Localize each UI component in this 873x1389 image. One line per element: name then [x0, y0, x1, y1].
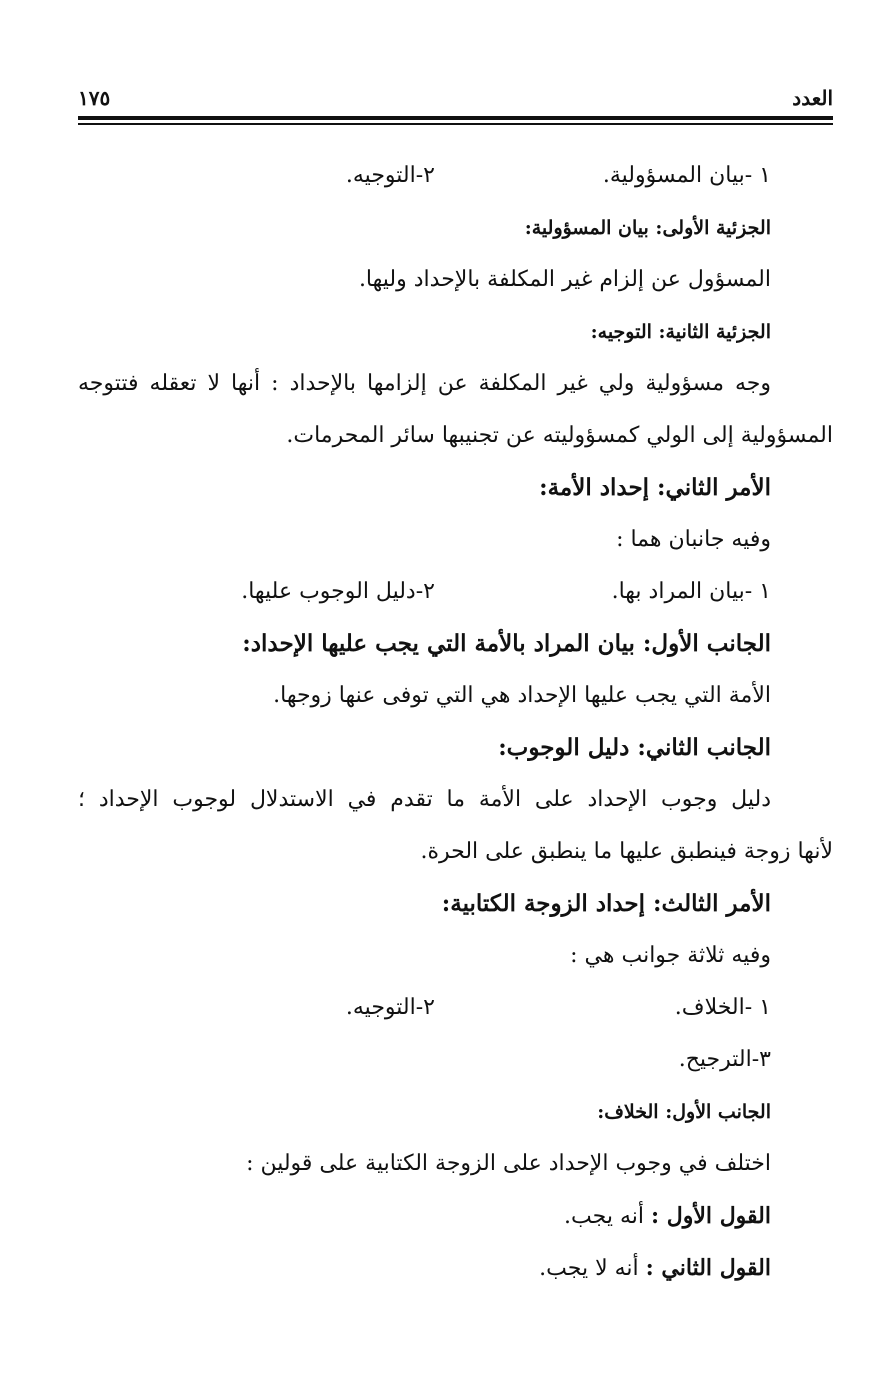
chapter-heading: الأمر الثالث: إحداد الزوجة الكتابية: — [441, 890, 771, 917]
running-header — [78, 86, 833, 116]
list-row — [78, 150, 795, 202]
paragraph-line: وفيه جانبان هما : — [616, 527, 771, 552]
opinion-line — [78, 1190, 795, 1242]
paragraph-line: دليل وجوب الإحداد على الأمة ما تقدم في الاستدلال لوجوب الإحداد ؛ — [78, 787, 771, 812]
opinion-line — [78, 1242, 795, 1294]
opinion-text: أنه لا يجب. — [539, 1256, 639, 1281]
opinion-text: أنه يجب. — [564, 1204, 644, 1229]
opinion-label: القول الثاني : — [645, 1255, 771, 1281]
section-heading: الجزئية الثانية: التوجيه: — [590, 321, 771, 343]
chapter-heading: الأمر الثاني: إحداد الأمة: — [539, 474, 771, 501]
page-number: ١٧٥ — [78, 86, 111, 110]
paragraph-line: وجه مسؤولية ولي غير المكلفة عن إلزامها بالإحداد : أنها لا تعقله فتتوجه — [78, 371, 771, 396]
list-row — [78, 982, 795, 1034]
header-rule-thick — [78, 116, 833, 120]
header-rule-thin — [78, 123, 833, 125]
section-heading: الجزئية الأولى: بيان المسؤولية: — [524, 217, 771, 239]
header-title: العدد — [792, 86, 833, 110]
paragraph-line: لأنها زوجة فينطبق عليها ما ينطبق على الحرة. — [420, 839, 833, 864]
list-item: ٢-التوجيه. — [345, 995, 435, 1020]
paragraph-line: اختلف في وجوب الإحداد على الزوجة الكتابية على قولين : — [246, 1151, 771, 1176]
list-item: ٢-التوجيه. — [345, 163, 435, 188]
paragraph-line: الأمة التي يجب عليها الإحداد هي التي توفى عنها زوجها. — [273, 683, 771, 708]
list-item: ١ -الخلاف. — [674, 995, 771, 1020]
list-item: ٣-الترجيح. — [678, 1047, 771, 1072]
opinion-label: القول الأول : — [650, 1203, 771, 1229]
list-item: ١ -بيان المراد بها. — [611, 579, 771, 604]
section-heading: الجانب الثاني: دليل الوجوب: — [498, 734, 771, 761]
page-body — [78, 150, 833, 1294]
section-heading: الجانب الأول: بيان المراد بالأمة التي يجب عليها الإحداد: — [242, 630, 771, 657]
list-item: ١ -بيان المسؤولية. — [602, 163, 771, 188]
section-heading: الجانب الأول: الخلاف: — [597, 1101, 771, 1123]
list-row — [78, 566, 795, 618]
list-item: ٢-دليل الوجوب عليها. — [241, 579, 435, 604]
paragraph-line: المسؤولية إلى الولي كمسؤوليته عن تجنيبها سائر المحرمات. — [286, 423, 833, 448]
paragraph-line: وفيه ثلاثة جوانب هي : — [570, 943, 771, 968]
paragraph-line: المسؤول عن إلزام غير المكلفة بالإحداد وليها. — [358, 267, 771, 292]
